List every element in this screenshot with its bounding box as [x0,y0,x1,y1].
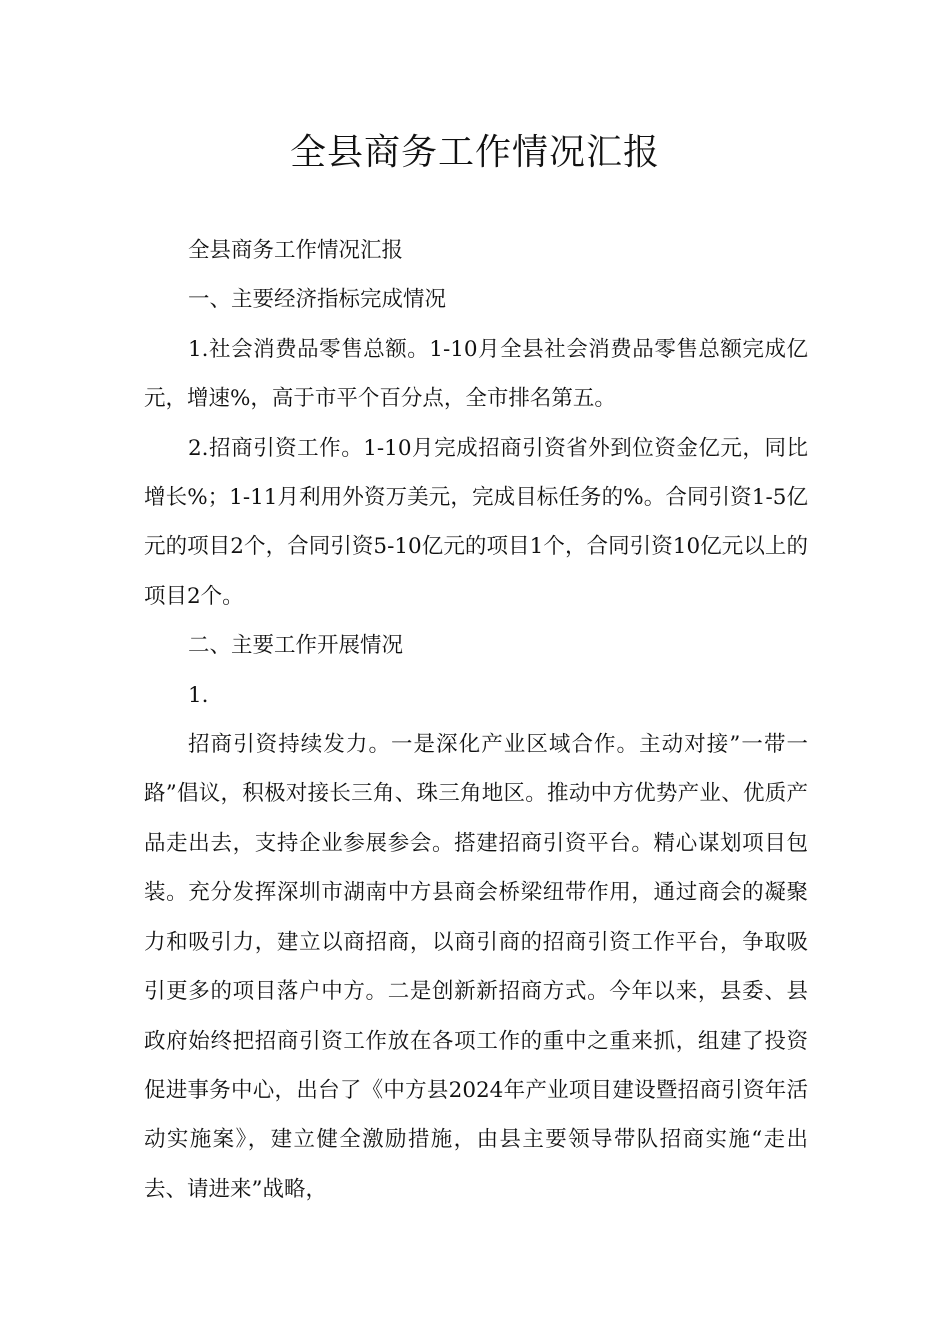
paragraph-investment-details: 招商引资持续发力。一是深化产业区域合作。主动对接”一带一路”倡议，积极对接长三角、珠三角地区。推动中方优势产业、优质产品走出去，支持企业参展参会。搭建招商引资平台。精心谋划项目包装。充分发挥深圳市湖南中方县商会桥梁纽带作用，通过商会的凝聚力和吸引力，建立以商招商，以商引商的招商引资工作平台，争取吸引更多的项目落户中方。二是创新新招商方式。今年以来，县委、县政府始终把招商引资工作放在各项工作的重中之重来抓，组建了投资促进事务中心，出台了《中方县2024年产业项目建设暨招商引资年活动实施案》，建立健全激励措施，由县主要领导带队招商实施“走出去、请进来”战略， [144,732,808,1202]
paragraph-subtitle: 全县商务工作情况汇报 [188,238,404,263]
paragraph-retail-sales: 1.社会消费品零售总额。1-10月全县社会消费品零售总额完成亿元，增速%，高于市平个百分点，全市排名第五。 [144,336,808,412]
section-heading-indicators: 一、主要经济指标完成情况 [188,287,447,313]
paragraph-investment: 2.招商引资工作。1-10月完成招商引资省外到位资金亿元，同比增长%；1-11月利用外资万美元，完成目标任务的%。合同引资1-5亿元的项目2个，合同引资5-10亿元的项目1个，合同引资10亿元以上的项目2个。 [144,435,808,609]
paragraph-item-number: 1. [188,682,209,708]
section-heading-work: 二、主要工作开展情况 [188,633,404,659]
document-title: 全县商务工作情况汇报 [289,132,660,173]
document-body [144,226,808,1214]
